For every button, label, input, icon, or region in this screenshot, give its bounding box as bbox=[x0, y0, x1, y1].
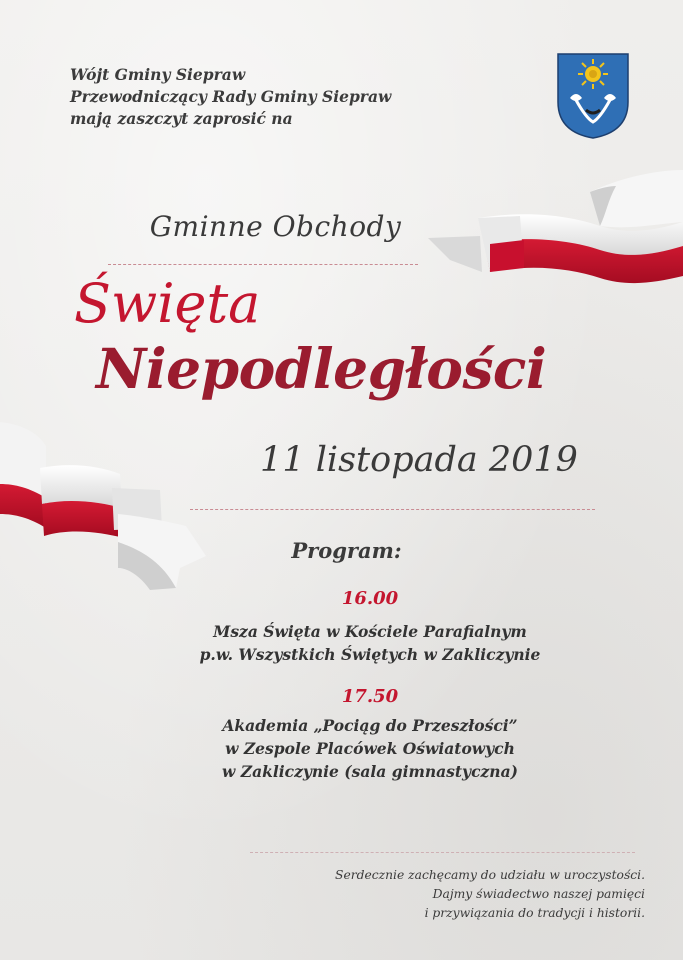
event-date-text: 11 listopada 2019 bbox=[260, 440, 578, 480]
event-title-line-1: Święta bbox=[74, 272, 261, 335]
host-line-1: Wójt Gminy Siepraw bbox=[70, 65, 246, 84]
program-item bbox=[120, 686, 620, 783]
program-item bbox=[120, 588, 620, 666]
program-item-line: p.w. Wszystkich Świętych w Zakliczynie bbox=[199, 645, 541, 664]
program-item-line: w Zespole Placówek Oświatowych bbox=[225, 739, 515, 758]
hosts-block bbox=[70, 64, 490, 130]
program-item-time: 16.00 bbox=[341, 588, 399, 609]
closing-message bbox=[225, 866, 645, 923]
event-subtitle bbox=[0, 210, 683, 243]
closing-line-1: Serdecznie zachęcamy do udziału w uroczystości. bbox=[335, 868, 645, 882]
program-item-line: Akademia „Pociąg do Przeszłości” bbox=[222, 716, 518, 735]
program-heading bbox=[0, 538, 683, 563]
event-date bbox=[0, 440, 683, 480]
program-heading-text: Program: bbox=[291, 538, 402, 563]
divider-bottom bbox=[250, 852, 635, 853]
closing-line-2: Dajmy świadectwo naszej pamięci bbox=[432, 887, 645, 901]
coat-of-arms-icon bbox=[556, 52, 630, 140]
divider-middle bbox=[190, 509, 595, 510]
program-item-time: 17.50 bbox=[341, 686, 399, 707]
event-title-line-2: Niepodległości bbox=[96, 336, 547, 401]
divider-top bbox=[108, 264, 418, 265]
event-subtitle-text: Gminne Obchody bbox=[149, 210, 402, 243]
program-item-line: w Zakliczynie (sala gimnastyczna) bbox=[222, 762, 518, 781]
host-line-2: Przewodniczący Rady Gminy Siepraw bbox=[70, 87, 392, 106]
program-item-line: Msza Święta w Kościele Parafialnym bbox=[213, 622, 527, 641]
host-line-3: mają zaszczyt zaprosić na bbox=[70, 109, 293, 128]
closing-line-3: i przywiązania do tradycji i historii. bbox=[424, 906, 645, 920]
